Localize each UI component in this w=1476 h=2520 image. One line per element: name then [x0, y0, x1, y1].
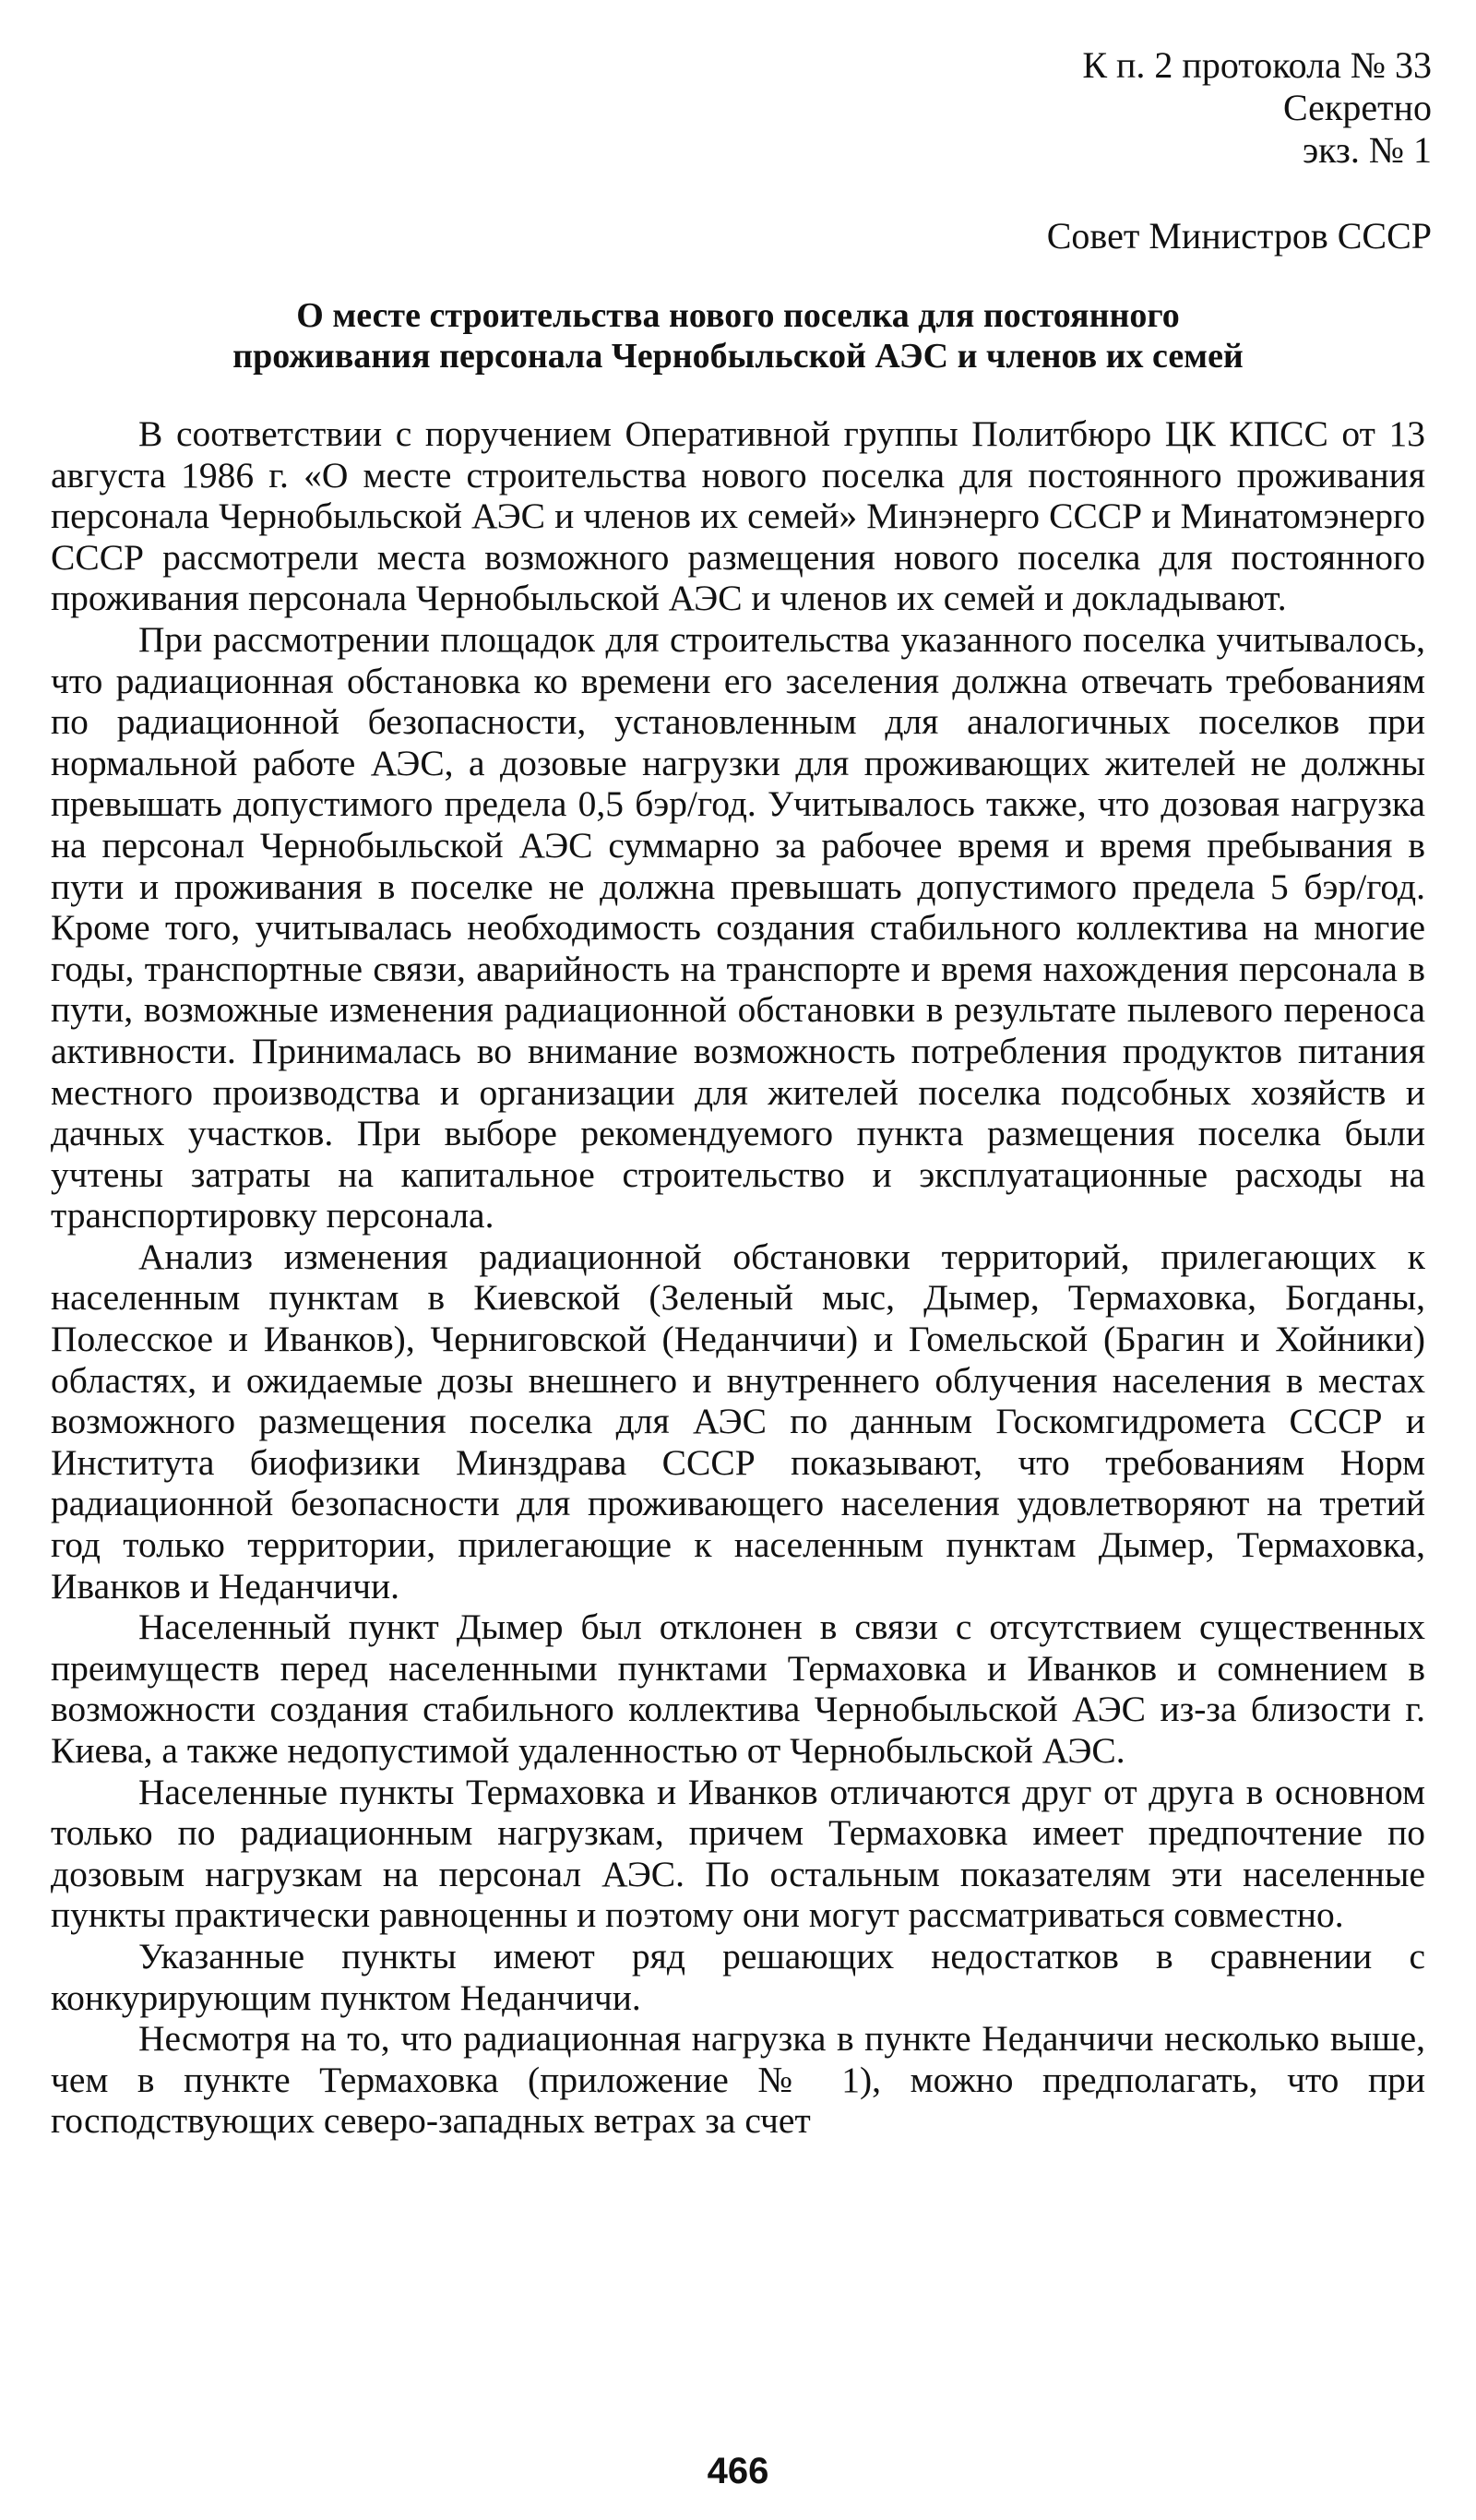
paragraph: Несмотря на то, что радиационная нагрузка в пункте Неданчичи несколько выше, чем в пункте Термаховка (приложение № 1), можно предполагать, что при господствующих северо-западных ветрах за счет	[51, 2018, 1425, 2142]
title-line: О месте строительства нового поселка для постоянного	[296, 296, 1180, 335]
document-body	[51, 413, 1425, 2142]
page-number: 466	[707, 2451, 769, 2491]
paragraph: Указанные пункты имеют ряд решающих недостатков в сравнении с конкурирующим пунктом Неданчичи.	[51, 1935, 1425, 2018]
title-line: проживания персонала Чернобыльской АЭС и членов их семей	[232, 337, 1244, 376]
document-title	[92, 295, 1384, 376]
document-header	[1082, 44, 1432, 172]
paragraph: При рассмотрении площадок для строительства указанного поселка учитывалось, что радиационная обстановка ко времени его заселения должна отвечать требованиям по радиационной безопасности, установленным для аналогичных поселков при нормальной работе АЭС, а дозовые нагрузки для проживающих жителей не должны превышать допустимого предела 0,5 бэр/год. Учитывалось также, что дозовая нагрузка на персонал Чернобыльской АЭС суммарно за рабочее время и время пребывания в пути и проживания в поселке не должна превышать допустимого предела 5 бэр/год. Кроме того, учитывалась необходимость создания стабильного коллектива на многие годы, транспортные связи, аварийность на транспорте и время нахождения персонала в пути, возможные изменения радиационной обстановки в результате пылевого переноса активности. Принималась во внимание возможность потребления продуктов питания местного производства и организации для жителей поселка подсобных хозяйств и дачных участков. При выборе рекомендуемого пункта размещения поселка были учтены затраты на капитальное строительство и эксплуатационные расходы на транспортировку персонала.	[51, 618, 1425, 1236]
copy-number: экз. № 1	[1302, 129, 1432, 171]
paragraph: Населенный пункт Дымер был отклонен в связи с отсутствием существенных преимуществ перед населенными пунктами Термаховка и Иванков и сомнением в возможности создания стабильного коллектива Чернобыльской АЭС из-за близости г. Киева, а также недопустимой удаленностью от Чернобыльской АЭС.	[51, 1606, 1425, 1771]
addressee: Совет Министров СССР	[1046, 215, 1432, 257]
paragraph: Населенные пункты Термаховка и Иванков отличаются друг от друга в основном только по радиационным нагрузкам, причем Термаховка имеет предпочтение по дозовым нагрузкам на персонал АЭС. По остальным показателям эти населенные пункты практически равноценны и поэтому они могут рассматриваться совместно.	[51, 1771, 1425, 1936]
paragraph: Анализ изменения радиационной обстановки территорий, прилегающих к населенным пунктам в Киевской (Зеленый мыс, Дымер, Термаховка, Богданы, Полесское и Иванков), Черниговской (Неданчичи) и Гомельской (Брагин и Хойники) областях, и ожидаемые дозы внешнего и внутреннего облучения населения в местах возможного размещения поселка для АЭС по данным Госкомгидромета СССР и Института биофизики Минздрава СССР показывают, что требованиям Норм радиационной безопасности для проживающего населения удовлетворяют на третий год только территории, прилегающие к населенным пунктам Дымер, Термаховка, Иванков и Неданчичи.	[51, 1236, 1425, 1606]
protocol-reference: К п. 2 протокола № 33	[1082, 44, 1432, 86]
classification-mark: Секретно	[1283, 87, 1432, 128]
paragraph: В соответствии с поручением Оперативной группы Политбюро ЦК КПСС от 13 августа 1986 г. «О месте строительства нового поселка для постоянного проживания персонала Чернобыльской АЭС и членов их семей» Минэнерго СССР и Минатомэнерго СССР рассмотрели места возможного размещения нового поселка для постоянного проживания персонала Чернобыльской АЭС и членов их семей и докладывают.	[51, 413, 1425, 619]
